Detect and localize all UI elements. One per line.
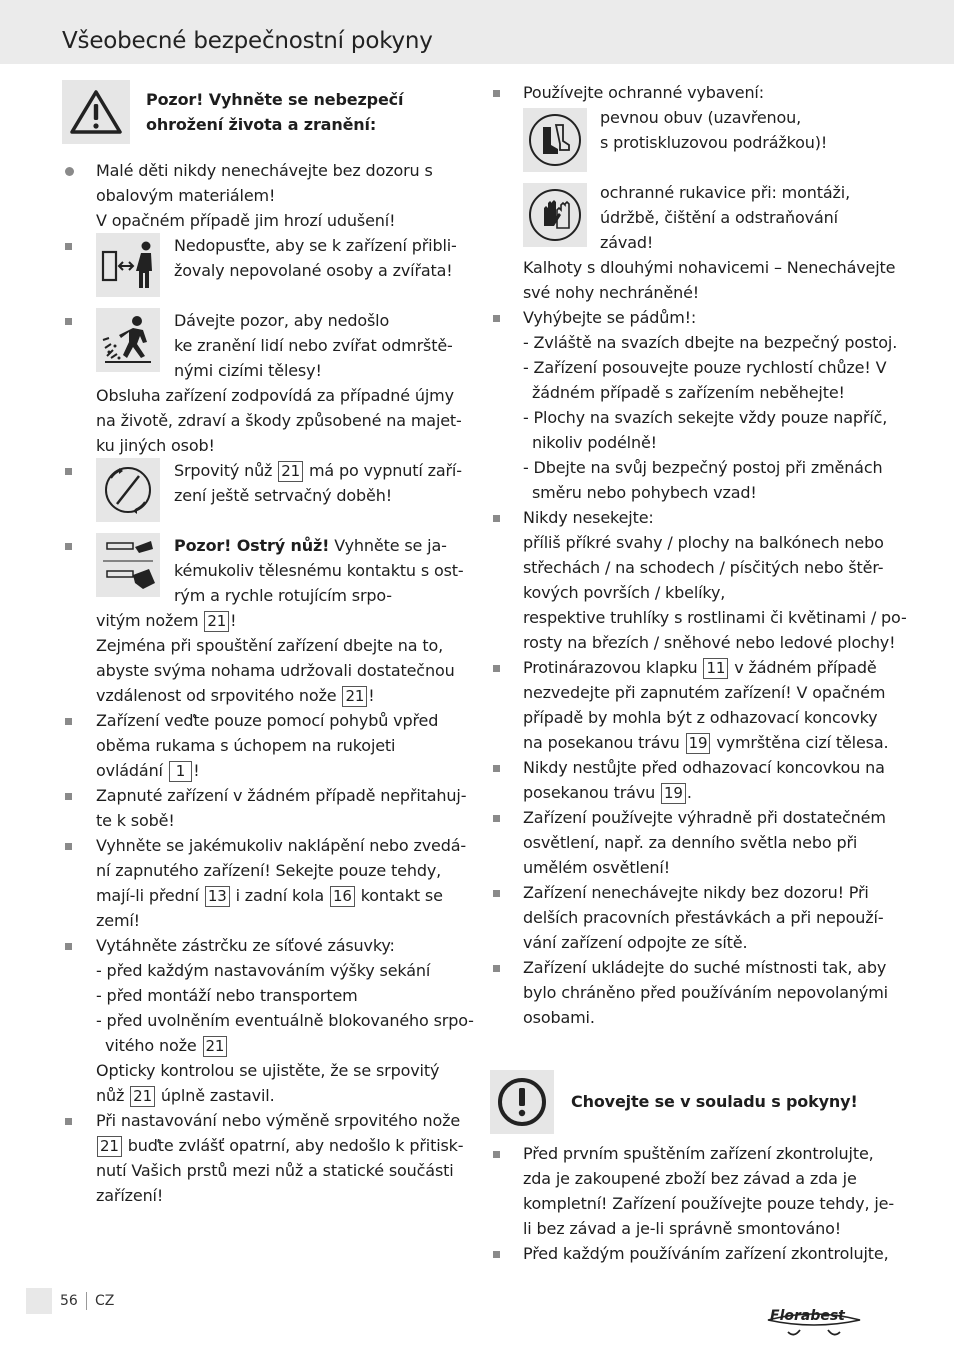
flap-item <box>490 655 892 755</box>
bullet <box>65 468 72 475</box>
text-span: ovládání <box>96 761 163 780</box>
text-line: bylo chráněno před používáním nepovolanými <box>523 983 888 1002</box>
ref-number: 1 <box>169 761 192 782</box>
text-line <box>96 1033 466 1058</box>
text-line: - Zvláště na svazích dbejte na bezpečný postoj. <box>523 333 898 352</box>
text-line: Kalhoty s dlouhými nohavicemi – Nenechávejte <box>523 258 896 277</box>
text-line: osobami. <box>523 1008 595 1027</box>
text-line <box>523 655 892 680</box>
first-start-item <box>490 1141 892 1241</box>
text-span: posekanou trávu <box>523 783 656 802</box>
text-line: ochranné rukavice při: montáži, <box>600 183 850 202</box>
text-span: nůž <box>96 1086 125 1105</box>
text-line: nikoliv podélně! <box>532 433 657 452</box>
text-span: i zadní kola <box>235 886 325 905</box>
bullet <box>65 843 72 850</box>
text-line: osvětlení, např. za denního světla nebo při <box>523 833 858 852</box>
text-span: úplně zastavil. <box>160 1086 275 1105</box>
text-line: - Plochy na svazích sekejte vždy pouze napříč, <box>523 408 888 427</box>
text-span: Pozor! Ostrý nůž! <box>174 536 330 555</box>
thrown-objects-item <box>62 308 466 458</box>
text-line: - před každým nastavováním výšky sekání <box>96 961 431 980</box>
warning-heading-line1: Pozor! Vyhněte se nebezpečí <box>146 90 404 109</box>
text-line: kových površích / kbelíky, <box>523 583 726 602</box>
unattended-item <box>490 880 892 955</box>
text-line: nými cizími tělesy! <box>174 361 322 380</box>
text-line: te k sobě! <box>96 811 175 830</box>
ref-number: 21 <box>130 1086 155 1107</box>
text-line: žádném případě s zařízením neběhejte! <box>532 383 845 402</box>
text-span: ! <box>230 611 237 630</box>
florabest-logo <box>764 1306 864 1340</box>
text-span: v žádném případě <box>734 658 877 677</box>
light-item <box>490 805 892 880</box>
text-line: Nikdy nestůjte před odhazovací koncovkou na <box>523 758 885 777</box>
bullet <box>65 318 72 325</box>
notice-block <box>490 1030 892 1141</box>
tilt-item <box>62 833 466 933</box>
bullet <box>493 1251 500 1258</box>
blade-rundown-item <box>62 458 466 533</box>
text-line: pevnou obuv (uzavřenou, <box>600 108 802 127</box>
notice-heading: Chovejte se v souladu s pokyny! <box>571 1092 858 1111</box>
ref-number: 21 <box>278 461 303 482</box>
text-line <box>96 758 466 783</box>
ref-number: 21 <box>203 1036 228 1057</box>
text-line: žovaly nepovolané osoby a zvířata! <box>174 261 453 280</box>
exclamation-icon <box>490 1070 554 1134</box>
text-line: Zařízení používejte výhradně při dostatečném <box>523 808 886 827</box>
text-span: kontakt se <box>360 886 443 905</box>
thrown-objects-icon <box>96 308 160 372</box>
falls-item <box>490 305 898 505</box>
person-distance-icon <box>96 233 160 297</box>
text-line: Před prvním spuštěním zařízení zkontrolujte, <box>523 1144 874 1163</box>
text-line: kémukoliv tělesnému kontaktu s ost- <box>174 561 464 580</box>
text-line: Při nastavování nebo výměně srpovitého nože <box>96 1111 461 1130</box>
text-span: buďte zvlášť opatrní, aby nedošlo k přitisk- <box>127 1136 464 1155</box>
text-span: mají-li přední <box>96 886 199 905</box>
text-line: Zejména při spouštění zařízení dbejte na to, <box>96 636 444 655</box>
protective-item <box>490 80 896 305</box>
ref-number: 21 <box>342 686 367 707</box>
text-span: na posekanou trávu <box>523 733 680 752</box>
text-line <box>96 683 466 708</box>
warning-triangle-icon <box>62 80 130 144</box>
page-header <box>0 0 954 64</box>
text-line: Nedopusťte, aby se k zařízení přibli- <box>174 236 457 255</box>
ref-number: 19 <box>686 733 711 754</box>
bullet <box>65 718 72 725</box>
text-line: směru nebo pohybech vzad! <box>532 483 757 502</box>
text-line: kompletní! Zařízení používejte pouze tehdy, je- <box>523 1194 894 1213</box>
bullet <box>493 965 500 972</box>
text-line: delších pracovních přestávkách a při nepouží- <box>523 908 884 927</box>
brand-name: Florabest <box>770 1308 845 1324</box>
text-line: případě by mohla být z odhazovací koncovky <box>523 708 878 727</box>
boots-row <box>523 105 892 180</box>
footer-divider <box>86 1292 87 1310</box>
text-line: Vytáhněte zástrčku ze síťové zásuvky: <box>96 936 395 955</box>
ref-number: 21 <box>204 611 229 632</box>
text-span: Srpovitý nůž <box>174 461 273 480</box>
text-line <box>174 533 466 558</box>
text-line: rým a rychle rotujícím srpo- <box>174 586 392 605</box>
text-line: Vyhýbejte se pádům!: <box>523 308 697 327</box>
text-line: Používejte ochranné vybavení: <box>523 83 764 102</box>
text-span: vymrštěna cizí tělesa. <box>716 733 889 752</box>
text-line: nezvedejte při zapnutém zařízení! V opačném <box>523 683 886 702</box>
text-line: zda je zakoupené zboží bez závad a zda je <box>523 1169 857 1188</box>
text-line <box>96 1083 466 1108</box>
text-line: zemí! <box>96 911 140 930</box>
children-item <box>62 158 466 233</box>
text-line: - před montáží nebo transportem <box>96 986 358 1005</box>
language-code: CZ <box>95 1293 115 1309</box>
text-line: vání zařízení odpojte ze sítě. <box>523 933 748 952</box>
text-span: ! <box>368 686 375 705</box>
text-line: své nohy nechráněné! <box>523 283 700 302</box>
text-line: umělém osvětlení! <box>523 858 670 877</box>
text-line: Vyhněte se jakémukoliv naklápění nebo zvedá- <box>96 836 467 855</box>
text-line <box>96 1133 466 1158</box>
blade-rotation-icon <box>96 458 160 522</box>
ref-number: 21 <box>97 1136 122 1157</box>
text-span: vzdálenost od srpovitého nože <box>96 686 337 705</box>
bullet <box>493 765 500 772</box>
bullet <box>65 1118 72 1125</box>
text-line: Zapnuté zařízení v žádném případě nepřitahuj- <box>96 786 467 805</box>
text-line: - před uvolněním eventuálně blokovaného srpo- <box>96 1011 474 1030</box>
persons-item <box>62 233 466 308</box>
text-line: Opticky kontrolou se ujistěte, že se srpovitý <box>96 1061 440 1080</box>
page-title: Všeobecné bezpečnostní pokyny <box>62 28 433 54</box>
text-line: Malé děti nikdy nenechávejte bez dozoru s <box>96 161 433 180</box>
bullet <box>65 243 72 250</box>
ref-number: 11 <box>703 658 728 679</box>
text-line: ní zapnutého zařízení! Sekejte pouze tehdy, <box>96 861 442 880</box>
text-line: zařízení! <box>96 1186 164 1205</box>
bullet <box>493 515 500 522</box>
bullet <box>65 943 72 950</box>
ref-number: 13 <box>205 886 230 907</box>
text-line: - Zařízení posouvejte pouze rychlostí chůze! V <box>523 358 887 377</box>
text-line <box>174 458 466 483</box>
each-use-item <box>490 1241 892 1266</box>
text-span: vitého nože <box>105 1036 197 1055</box>
bullet <box>65 543 72 550</box>
text-line: Před každým používáním zařízení zkontrolujte, <box>523 1244 889 1263</box>
text-span: má po vypnutí zaří- <box>308 461 462 480</box>
bullet <box>493 90 500 97</box>
text-line: oběma rukama s úchopem na rukojeti <box>96 736 396 755</box>
bullet <box>65 167 74 176</box>
boots-icon <box>523 108 587 172</box>
plug-item <box>62 933 474 1108</box>
text-line: V opačném případě jim hrozí udušení! <box>96 211 396 230</box>
bullet <box>65 793 72 800</box>
left-column <box>62 80 474 1208</box>
text-line: na životě, zdraví a škody způsobené na majet- <box>96 411 462 430</box>
never-mow-item <box>490 505 907 655</box>
text-line: Nikdy nesekejte: <box>523 508 654 527</box>
text-line: rosty na březích / sněhové nebo ledové plochy! <box>523 633 896 652</box>
text-line: Obsluha zařízení zodpovídá za případné újmy <box>96 386 454 405</box>
text-line: nutí Vašich prstů mezi nůž a statické součásti <box>96 1161 454 1180</box>
text-line: abyste svýma nohama udržovali dostatečnou <box>96 661 455 680</box>
text-span: ! <box>193 761 200 780</box>
text-line: závad! <box>600 233 654 252</box>
pull-item <box>62 783 466 833</box>
text-line: příliš příkré svahy / plochy na balkónech nebo <box>523 533 884 552</box>
warning-heading-line2: ohrožení života a zranění: <box>146 115 377 134</box>
storage-item <box>490 955 892 1030</box>
text-span: vitým nožem <box>96 611 199 630</box>
text-line <box>523 780 892 805</box>
sharp-blade-hand-icon <box>96 533 160 597</box>
text-line: Zařízení ukládejte do suché místnosti tak, aby <box>523 958 887 977</box>
text-line <box>523 730 892 755</box>
text-span: . <box>686 783 692 802</box>
text-line: respektive truhlíky s rostlinami či květinami / po- <box>523 608 907 627</box>
text-line: střechách / na schodech / písčitých nebo štěr- <box>523 558 884 577</box>
text-line: - Dbejte na svůj bezpečný postoj při změnách <box>523 458 883 477</box>
bullet <box>493 665 500 672</box>
text-span: Protinárazovou klapku <box>523 658 698 677</box>
adjust-item <box>62 1108 466 1208</box>
text-line: Dávejte pozor, aby nedošlo <box>174 311 390 330</box>
sharp-blade-item <box>62 533 466 708</box>
ref-number: 19 <box>661 783 686 804</box>
text-line: Zařízení nenechávejte nikdy bez dozoru! Při <box>523 883 869 902</box>
ref-number: 16 <box>330 886 355 907</box>
warning-block <box>62 80 466 158</box>
gloves-icon <box>523 183 587 247</box>
bullet <box>493 315 500 322</box>
text-line: údržbě, čištění a odstraňování <box>600 208 838 227</box>
page-number: 56 <box>60 1293 78 1309</box>
text-line: obalovým materiálem! <box>96 186 276 205</box>
chute-item <box>490 755 892 805</box>
text-line: ku jiných osob! <box>96 436 215 455</box>
guide-item <box>62 708 466 783</box>
text-line: s protiskluzovou podrážkou)! <box>600 133 828 152</box>
bullet <box>493 815 500 822</box>
gloves-row <box>523 180 892 255</box>
footer-marker <box>26 1288 52 1314</box>
text-span: Vyhněte se ja- <box>334 536 447 555</box>
right-column <box>490 80 907 1266</box>
text-line <box>96 608 466 633</box>
bullet <box>493 890 500 897</box>
text-line: zení ještě setrvačný doběh! <box>174 486 392 505</box>
text-line: li bez závad a je-li správně smontováno! <box>523 1219 842 1238</box>
text-line <box>96 883 466 908</box>
text-line: Zařízení veďte pouze pomocí pohybů vpřed <box>96 711 439 730</box>
text-line: ke zranění lidí nebo zvířat odmrště- <box>174 336 453 355</box>
bullet <box>493 1151 500 1158</box>
